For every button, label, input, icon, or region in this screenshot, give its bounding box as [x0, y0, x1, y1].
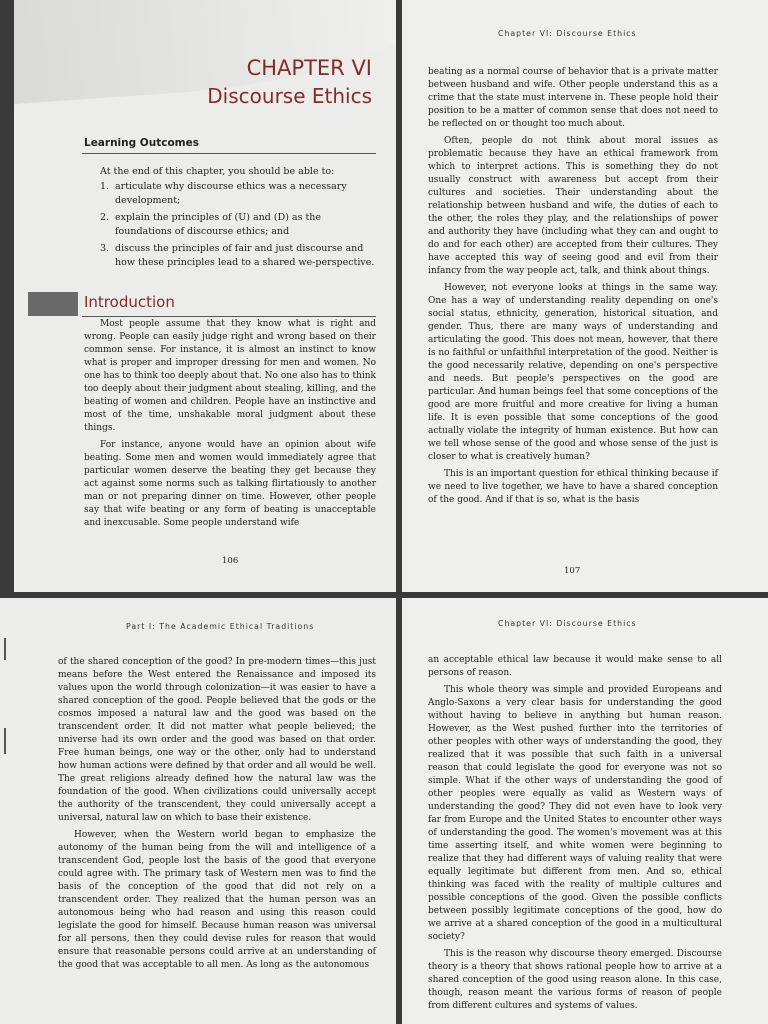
learning-outcomes-heading: Learning Outcomes: [84, 137, 199, 149]
paragraph: Most people assume that they know what is right and wrong. People can easily judge right and wrong based on their common sense. For instance, it is almost an instinct to know what is proper and improper dressing for men and women. No one has to think too deeply about that. No one also has to think too deeply about their judgment about stealing, killing, and the beating of women and children. People have an instinctive and most of the time, unshakable moral judgment about these things.: [84, 319, 376, 433]
learning-outcome-item: 2. explain the principles of (U) and (D) as the foundations of discourse ethics; and: [100, 212, 322, 237]
paragraph: However, when the Western world began to emphasize the autonomy of the human being from the will and intelligence of a transcendent God, people lost the basis of the good that everyone could agree with. The primary task of Western men was to find the basis of the conception of the good that did not rely on a transcendent order. They realized that the human person was an autonomous being who had reason and using this reason could legislate the good for himself. Because human reason was universal for all persons, then they could devise rules for reason that would ensure that reasonable persons could arrive at an understanding of the good that was acceptable to all men. As long as the autonomous: [58, 830, 376, 970]
paragraph: an acceptable ethical law because it would make sense to all persons of reason.: [428, 655, 722, 678]
page-number: 107: [564, 566, 581, 576]
section-heading-introduction: Introduction: [84, 293, 175, 311]
page-109: [402, 598, 768, 1024]
body-text: [428, 66, 718, 511]
paragraph: beating as a normal course of behavior that is a private matter between husband and wife. Other people understand this as a crime that the state must intervene in. These people hold their position to be a matter of common sense that does not need to be reflected on or thought too much about.: [428, 67, 718, 129]
learning-outcome-item: 1. articulate why discourse ethics was a necessary development;: [100, 181, 347, 206]
paragraph: This whole theory was simple and provided Europeans and Anglo-Saxons a very clear basis for understanding the good without having to believe in anything but human reason. However, as the West pushed further into the territories of other peoples with other ways of understanding the good, they realized that it was possible that such faith in a universal reason that could legislate the good for everyone was not so simple. What if the other ways of understanding the good of other peoples were equally as valid as Western ways of understanding the good? They did not even have to look very far from Europe and the United States to encounter other ways of understanding the good. The women's movement was at this time asserting itself, and white women were beginning to realize that they had different ways of valuing reality that were equally legitimate but different from men. And so, ethical thinking was faced with the reality of multiple cultures and possible conceptions of the good. Given the possible conflicts between possibly legitimate conceptions of the good, how do we arrive at a shared conception of the good in a multicultural society?: [428, 685, 722, 942]
learning-outcome-item: 3. discuss the principles of fair and just discourse and how these principles lead to a shared we-perspective.: [100, 243, 375, 268]
paragraph: This is an important question for ethical thinking because if we need to live together, we have to have a shared conception of the good. And if that is so, what is the basis: [428, 469, 718, 505]
margin-mark: [4, 638, 6, 660]
learning-outcomes-list: [100, 180, 376, 273]
paragraph: For instance, anyone would have an opinion about wife beating. Some men and women would immediately agree that particular women deserve the beating they get because they act against some norms such as talking flirtatiously to another man or not preparing dinner on time. However, other people say that wife beating or any form of beating is unacceptable and inexcusable. Some people understand wife: [84, 440, 376, 528]
paragraph: of the shared conception of the good? In pre-modern times—this just means before the West entered the Renaissance and imposed its values upon the world through colonization—it was easier to have a shared conception of the good. People believed that the gods or the cosmos imposed a natural law and the good was based on the transcendent order. It did not matter what people believed; the universe had its own order and the good was based on that order. Free human beings, one way or the other, only had to understand how human actions were defined by that order and all would be well. The great religions already defined how the natural law was the foundation of the good. When civilizations could universally accept the authority of the transcendent, they could universally accept a universal, natural law on which to base their existence.: [58, 657, 376, 823]
paragraph: This is the reason why discourse theory emerged. Discourse theory is a theory that shows rational people how to arrive at a shared conception of the good using reason alone. In this case, though, reason meant the various forms of reason of people from different cultures and systems of values.: [428, 949, 722, 1011]
chapter-title: Discourse Ethics: [207, 84, 372, 108]
chapter-number: CHAPTER VI: [246, 56, 372, 80]
section-rule: [82, 316, 376, 317]
section-marker-bar: [28, 292, 78, 316]
body-text: [58, 656, 376, 976]
page-106: [14, 0, 396, 592]
page-108: [0, 598, 396, 1024]
running-head: Chapter VI: Discourse Ethics: [498, 29, 637, 38]
body-text: [428, 654, 722, 1017]
body-text: [84, 318, 376, 534]
page-107: [402, 0, 768, 592]
learning-outcomes-intro: At the end of this chapter, you should be able to:: [100, 166, 335, 177]
running-head: Part I: The Academic Ethical Traditions: [126, 622, 315, 631]
page-number: 106: [222, 556, 239, 566]
margin-mark: [4, 728, 6, 754]
running-head: Chapter VI: Discourse Ethics: [498, 619, 637, 628]
paragraph: Often, people do not think about moral issues as problematic because they have an ethical framework from which to interpret actions. This is something they do not usually construct with awareness but accept from their cultures and societies. Their understanding about the relationship between husband and wife, the duties of each to the other, the roles they play, and the relationships of power and authority they have (including what they can and ought to do and for each other) are accepted from their cultures. They have accepted this way of seeing good and evil from their infancy from the way people act, talk, and think about things.: [428, 136, 718, 276]
learning-outcomes-rule: [82, 153, 376, 154]
paragraph: However, not everyone looks at things in the same way. One has a way of understanding reality depending on one's social status, ethnicity, generation, historical situation, and gender. Thus, there are many ways of understanding and articulating the good. This does not mean, however, that there is no faithful or unfaithful interpretation of the good. Neither is the good necessarily relative, depending on one's perspective and needs. But people's perspectives on the good are particular. And human beings feel that some conceptions of the good are more fruitful and more creative for living a human life. It is even possible that some conceptions of the good actually violate the integrity of human existence. But how can we tell whose sense of the good and whose sense of the just is closer to what is creatively human?: [428, 283, 718, 462]
